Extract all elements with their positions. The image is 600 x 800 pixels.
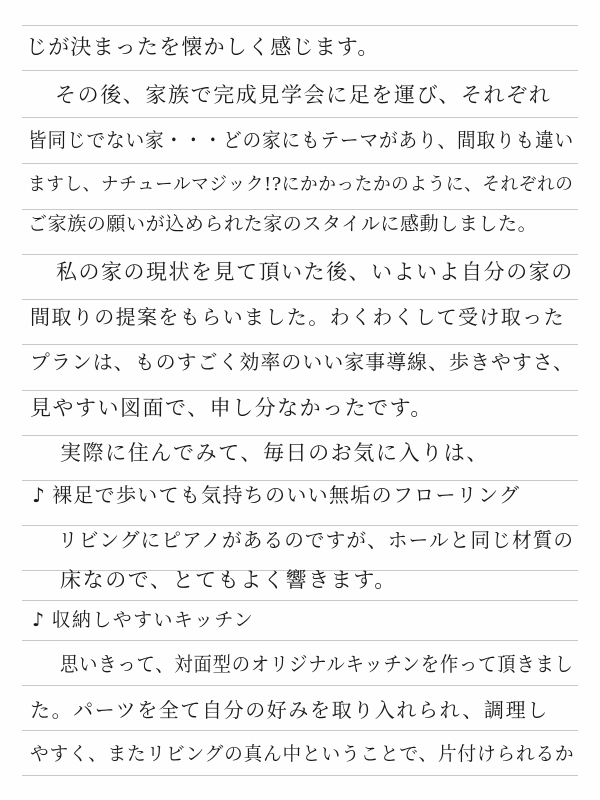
- text-line-12: リビングにピアノがあるのですが、ホールと同じ材質の: [58, 528, 575, 552]
- text-line-13: 床なので、とてもよく響きます。: [60, 568, 397, 592]
- text-line-17: やすく、またリビングの真ん中ということで、片付けられるか: [30, 743, 575, 765]
- ruled-line: [22, 390, 578, 391]
- ruled-line: [22, 344, 578, 345]
- text-line-15: 思いきって、対面型のオリジナルキッチンを作って頂きまし: [60, 652, 574, 676]
- text-line-8: プランは、ものすごく効率のいい家事導線、歩きやすさ、: [30, 350, 574, 374]
- text-line-2: その後、家族で完成見学会に足を運び、それぞれ: [55, 83, 552, 107]
- ruled-line: [22, 525, 578, 526]
- ruled-line: [22, 209, 578, 210]
- text-line-6: 私の家の現状を見て頂いた後、いよいよ自分の家の: [56, 260, 574, 284]
- text-line-7: 間取りの提案をもらいました。わくわくして受け取った: [30, 305, 565, 329]
- ruled-line: [22, 730, 578, 731]
- ruled-line: [22, 480, 578, 481]
- text-line-4: ますし、ナチュールマジック!?にかかったかのように、それぞれの: [28, 174, 574, 195]
- ruled-line: [22, 25, 578, 26]
- ruled-line: [22, 163, 578, 164]
- text-line-16: た。パーツを全て自分の好みを取り入れられ、調理し: [30, 698, 549, 722]
- bullet-item-flooring: [32, 485, 520, 505]
- text-line-10: 実際に住んでみて、毎日のお気に入りは、: [60, 441, 489, 465]
- ruled-line: [22, 600, 578, 601]
- bullet-text-kitchen: 収納しやすいキッチン: [51, 609, 255, 631]
- text-line-3: 皆同じでない家・・・どの家にもテーマがあり、間取りも違い: [28, 128, 574, 152]
- text-line-5: ご家族の願いが込められた家のスタイルに感動しました。: [28, 213, 538, 235]
- ruled-line: [22, 685, 578, 686]
- bullet-item-kitchen: [32, 611, 254, 630]
- ruled-line: [22, 775, 578, 776]
- ruled-line: [22, 299, 578, 300]
- text-line-9: 見やすい図面で、申し分なかったです。: [30, 396, 433, 420]
- music-note-icon: ♪: [32, 609, 46, 631]
- bullet-text-flooring: 裸足で歩いても気持ちのいい無垢のフローリング: [52, 483, 521, 507]
- ruled-line: [22, 117, 578, 118]
- ruled-line: [22, 254, 578, 255]
- ruled-line: [22, 70, 578, 71]
- ruled-line: [22, 640, 578, 641]
- ruled-line: [22, 435, 578, 436]
- music-note-icon: ♪: [32, 483, 47, 507]
- text-line-1: じが決まったを懐かしく感じます。: [26, 35, 380, 59]
